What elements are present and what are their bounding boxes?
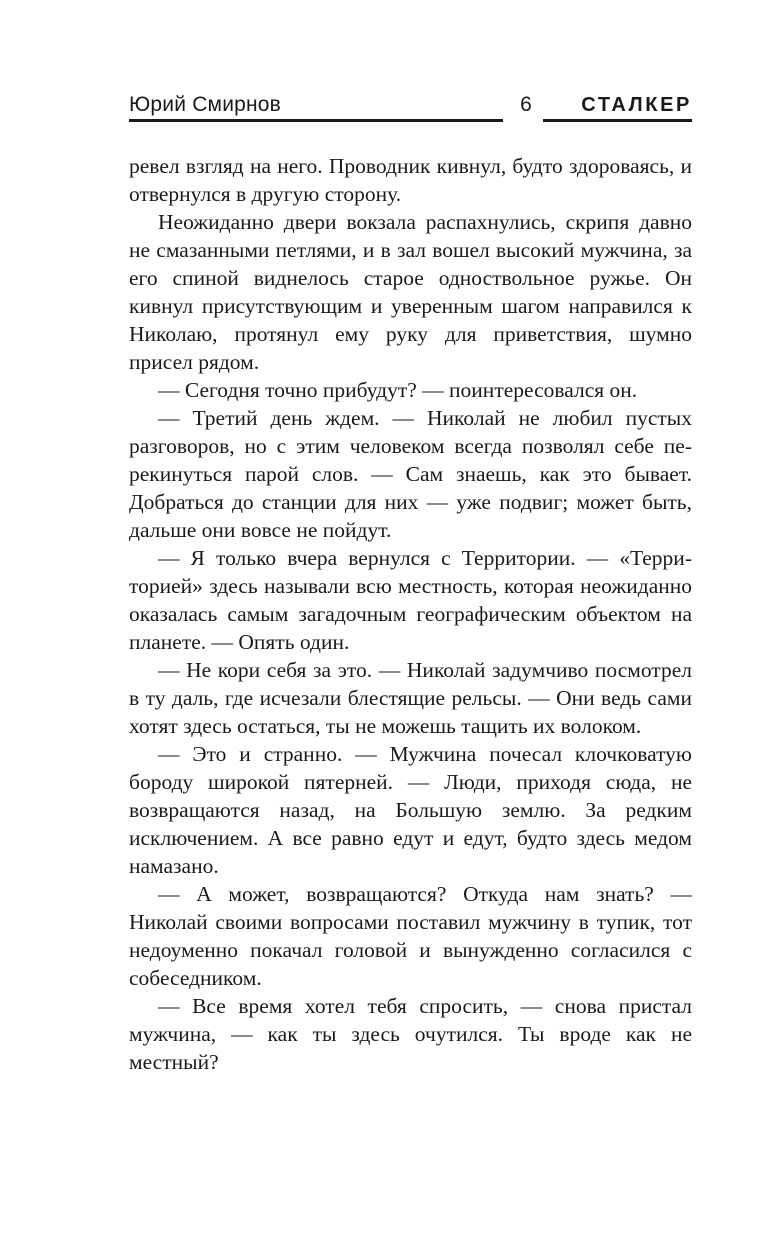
running-header [129,92,692,124]
header-rule-right [543,119,692,122]
paragraph: — Не кори себя за это. — Николай задумчиво посмотрел в ту даль, где исчезали блестящие рельсы. — Они ведь сами хотят здесь остаться, ты не можешь тащить их волоком. [129,658,692,738]
body-text [129,152,692,1076]
header-rule-left [129,119,503,122]
header-series-title: СТАЛКЕР [581,94,692,116]
paragraph: — Третий день ждем. — Николай не любил пустых разговоров, но с этим человеком всегда позволял себе перекинуться парой слов. — Сам знаешь, как это бывает. Добраться до станции для них — уже подвиг; может быть, дальше они вовсе не пойдут. [129,406,692,542]
paragraph: — Все время хотел тебя спросить, — снова пристал мужчина, — как ты здесь очутился. Ты вроде как не местный? [129,994,692,1074]
paragraph: ревел взгляд на него. Проводник кивнул, будто здороваясь, и отвернулся в другую сторону. [129,154,692,206]
paragraph: — Это и странно. — Мужчина почесал клочковатую бороду широкой пятерней. — Люди, приходя сюда, не возвращаются назад, на Большую землю. За редким исключением. А все равно едут и едут, будто здесь медом намазано. [129,742,692,878]
paragraph: — Сегодня точно прибудут? — поинтересовался он. [158,378,638,402]
paragraph: — А может, возвращаются? Откуда нам знать? — Николай своими вопросами поставил мужчину в тупик, тот недоуменно покачал головой и вынужденно согласился с собеседником. [129,882,692,990]
paragraph: Неожиданно двери вокзала распахнулись, скрипя давно не смазанными петлями, и в зал вошел высокий мужчина, за его спиной виднелось старое одноствольное ружье. Он кивнул присутствующим и уверенным шагом направился к Николаю, протянул ему руку для приветствия, шумно присел рядом. [129,210,692,374]
paragraph: — Я только вчера вернулся с Территории. — «Территорией» здесь называли всю местность, которая неожиданно оказалась самым загадочным географическим объектом на планете. — Опять один. [129,546,692,654]
header-author: Юрий Смирнов [129,93,282,116]
page-number: 6 [520,93,532,116]
